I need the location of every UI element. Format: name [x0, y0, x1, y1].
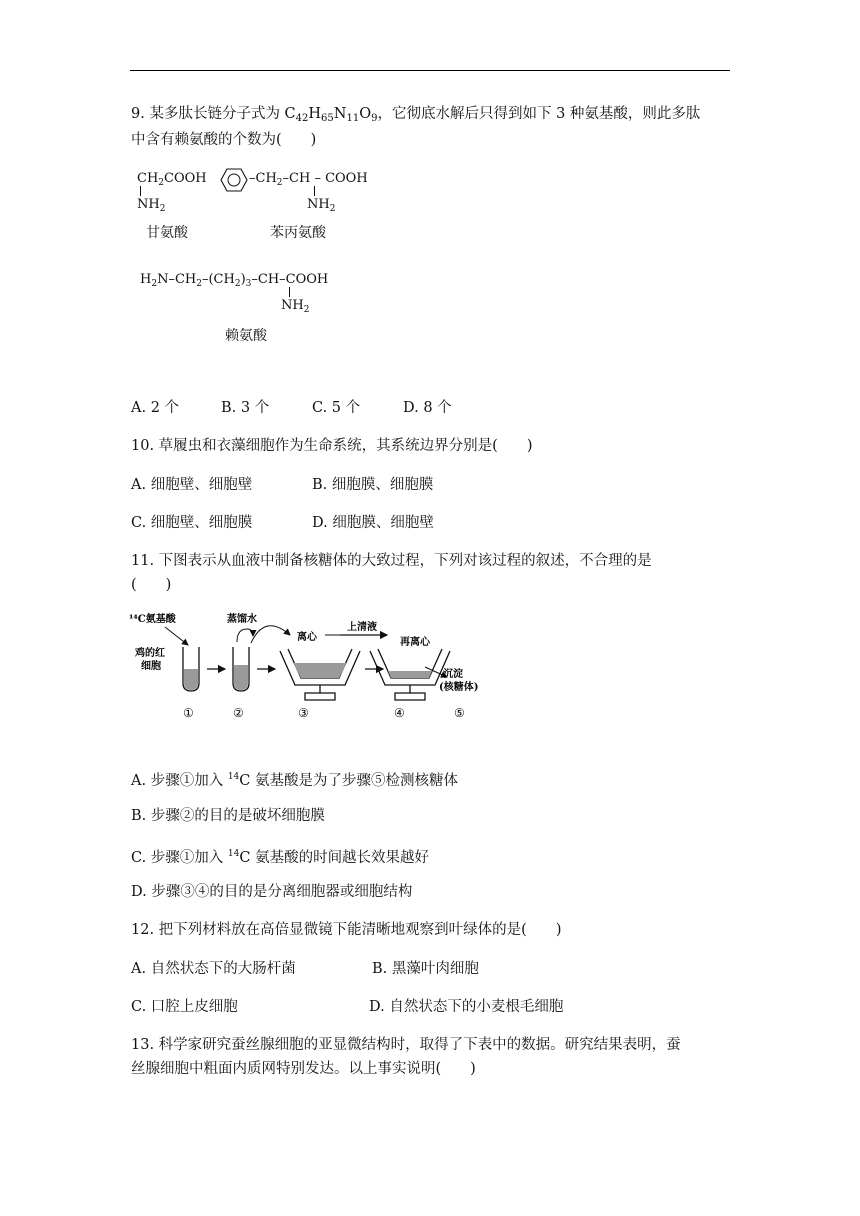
lysine-formula-bottom: $NH_2$ — [281, 298, 310, 315]
glycine-name: 甘氨酸 — [146, 225, 188, 241]
phenylalanine-name: 苯丙氨酸 — [270, 225, 326, 241]
lysine-formula-top: $H_2N-CH_2-(CH_2)_3-CH$–COOH — [140, 272, 329, 289]
q11-stem-line2: ( ) — [131, 577, 172, 593]
q12-option-b[interactable]: B. 黑藻叶肉细胞 — [372, 961, 479, 977]
q9-stem-line2: 中含有赖氨酸的个数为( ) — [131, 132, 317, 148]
phenylalanine-bond — [314, 186, 315, 196]
label-recentrifuge: 再离心 — [400, 637, 430, 648]
label-precipitate-2: (核糖体) — [439, 682, 479, 693]
q9-option-d[interactable]: D. 8 个 — [403, 400, 452, 416]
q11-option-c[interactable]: C. 步骤①加入 $^{14}$C 氨基酸的时间越长效果越好 — [131, 849, 430, 866]
label-centrifuge: 离心 — [297, 632, 317, 643]
q10-option-c[interactable]: C. 细胞壁、细胞膜 — [131, 515, 253, 531]
q9-option-c[interactable]: C. 5 个 — [312, 400, 361, 416]
lysine-name: 赖氨酸 — [225, 328, 267, 344]
lysine-bond — [289, 287, 290, 297]
q9-stem-line1: 9. 某多肽长链分子式为 $C_{42}H_{65}N_{11}O_9$，它彻底水解后只得到如下 3 种氨基酸，则此多肽 — [131, 106, 701, 124]
q11-option-b[interactable]: B. 步骤②的目的是破坏细胞膜 — [131, 808, 325, 824]
tube-1-liquid — [184, 669, 198, 690]
glycine-formula-bottom: $NH_2$ — [137, 197, 166, 214]
tube-2-liquid — [234, 665, 248, 690]
glycine-bond — [140, 186, 141, 196]
q10-option-b[interactable]: B. 细胞膜、细胞膜 — [312, 477, 434, 493]
step-5-label: ⑤ — [454, 706, 465, 720]
header-rule — [130, 70, 730, 71]
q9-option-a[interactable]: A. 2 个 — [131, 400, 180, 416]
benzene-ring-icon — [220, 167, 248, 193]
q9-option-b[interactable]: B. 3 个 — [221, 400, 270, 416]
step-4-label: ④ — [394, 706, 405, 720]
step-3-label: ③ — [298, 706, 309, 720]
step-1-label: ① — [183, 706, 194, 720]
q13-stem-line2: 丝腺细胞中粗面内质网特别发达。以上事实说明( ) — [131, 1061, 476, 1077]
q10-option-a[interactable]: A. 细胞壁、细胞壁 — [131, 477, 253, 493]
q10-option-d[interactable]: D. 细胞膜、细胞壁 — [312, 515, 434, 531]
q11-option-a[interactable]: A. 步骤①加入 $^{14}$C 氨基酸是为了步骤⑤检测核糖体 — [131, 772, 458, 789]
ribosome-preparation-diagram — [125, 605, 505, 723]
q12-stem: 12. 把下列材料放在高倍显微镜下能清晰地观察到叶绿体的是( ) — [131, 922, 562, 938]
phenylalanine-formula-top: $-CH_2-CH$ – COOH — [249, 171, 368, 188]
step-2-label: ② — [233, 706, 244, 720]
q11-stem-line1: 11. 下图表示从血液中制备核糖体的大致过程，下列对该过程的叙述，不合理的是 — [131, 553, 652, 569]
label-red-cells-2: 细胞 — [141, 661, 161, 672]
phenylalanine-formula-bottom: $NH_2$ — [307, 197, 336, 214]
q13-stem-line1: 13. 科学家研究蚕丝腺细胞的亚显微结构时，取得了下表中的数据。研究结果表明，蚕 — [131, 1037, 681, 1053]
q12-option-a[interactable]: A. 自然状态下的大肠杆菌 — [131, 961, 296, 977]
label-red-cells-1: 鸡的红 — [135, 648, 165, 659]
label-supernatant: 上清液 — [347, 622, 377, 633]
q12-option-c[interactable]: C. 口腔上皮细胞 — [131, 999, 238, 1015]
label-c14-amino-acid: ¹⁴C氨基酸 — [129, 614, 176, 625]
q10-stem: 10. 草履虫和衣藻细胞作为生命系统，其系统边界分别是( ) — [131, 438, 533, 454]
label-distilled-water: 蒸馏水 — [227, 614, 257, 625]
label-precipitate-1: 沉淀 — [443, 669, 463, 680]
q12-option-d[interactable]: D. 自然状态下的小麦根毛细胞 — [369, 999, 564, 1015]
glycine-formula-top: $CH_2COOH$ — [137, 171, 207, 188]
q11-option-d[interactable]: D. 步骤③④的目的是分离细胞器或细胞结构 — [131, 884, 413, 900]
